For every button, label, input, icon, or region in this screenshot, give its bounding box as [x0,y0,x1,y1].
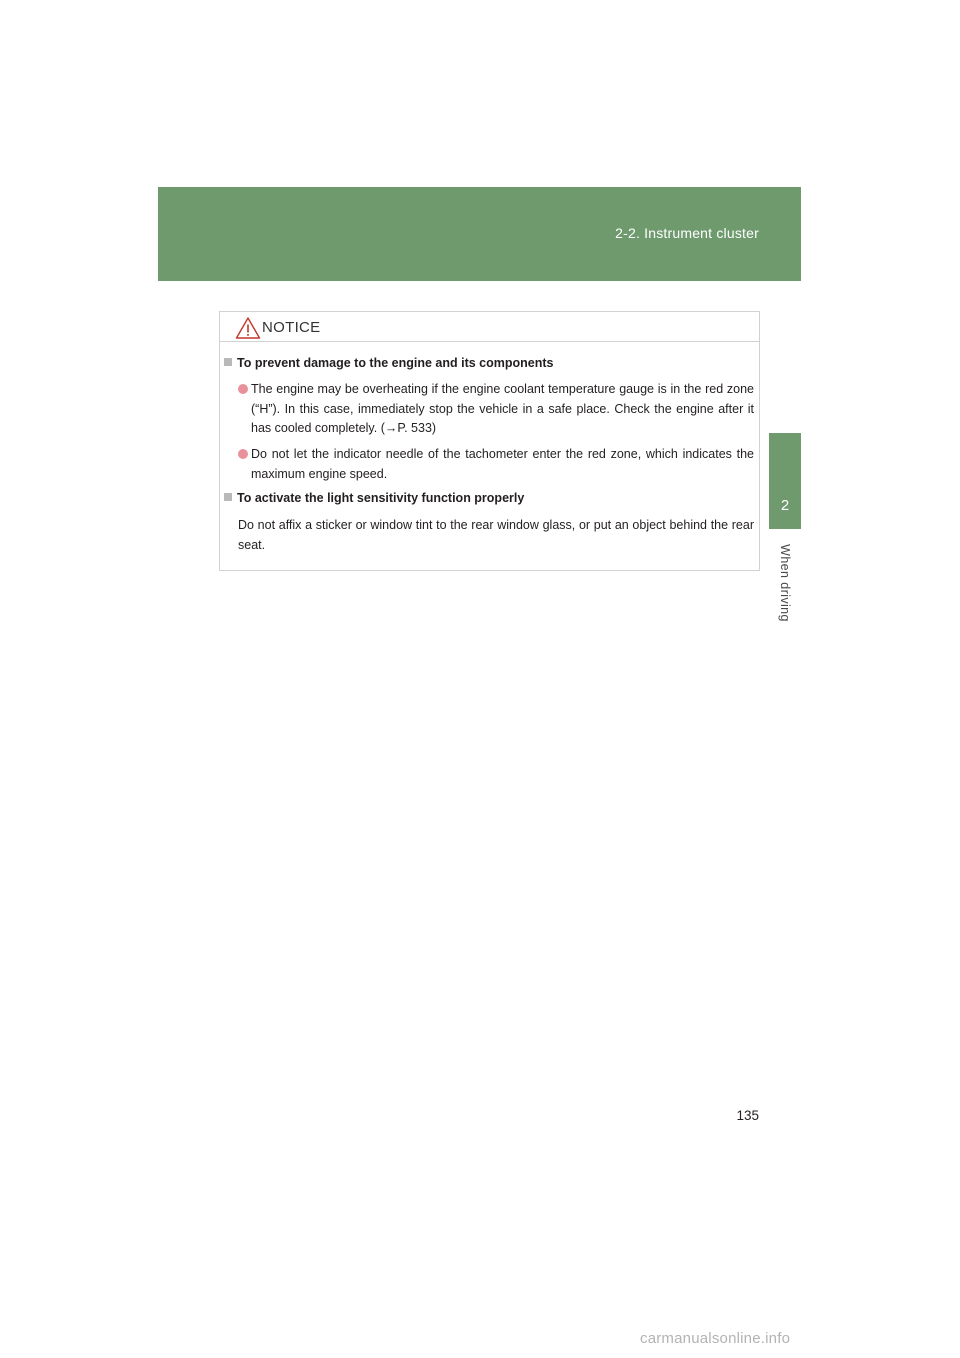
notice-title: NOTICE [262,319,321,336]
bullet-text: The engine may be overheating if the engine coolant temperature gauge is in the red zone (“H”). In this case, immediately stop the vehicle in a safe place. Check the engine after it has cooled completely. (→P. 533) [251,382,754,435]
header-band [158,187,801,281]
notice-box [219,311,760,571]
section-title: 2-2. Instrument cluster [615,225,759,241]
page-number: 135 [736,1108,759,1123]
section-heading-text: To activate the light sensitivity function properly [237,491,525,505]
light-sensitivity-paragraph: Do not affix a sticker or window tint to the rear window glass, or put an object behind the rear seat. [238,518,754,552]
bullet-item-overheating [238,380,754,439]
section-heading-engine [224,356,553,370]
chapter-label: When driving [778,544,792,622]
warning-triangle-icon [235,316,261,340]
notice-header [220,312,759,342]
section-heading-light-sensitivity [224,491,524,505]
heading-square-icon [224,493,232,501]
bullet-text: Do not let the indicator needle of the tachometer enter the red zone, which indicates the maximum engine speed. [251,447,754,481]
bullet-dot-icon [238,449,248,459]
watermark: carmanualsonline.info [640,1330,791,1347]
chapter-number: 2 [780,497,790,514]
chapter-tab [769,433,801,529]
bullet-dot-icon [238,384,248,394]
bullet-item-tachometer [238,445,754,484]
section-heading-text: To prevent damage to the engine and its components [237,356,554,370]
heading-square-icon [224,358,232,366]
